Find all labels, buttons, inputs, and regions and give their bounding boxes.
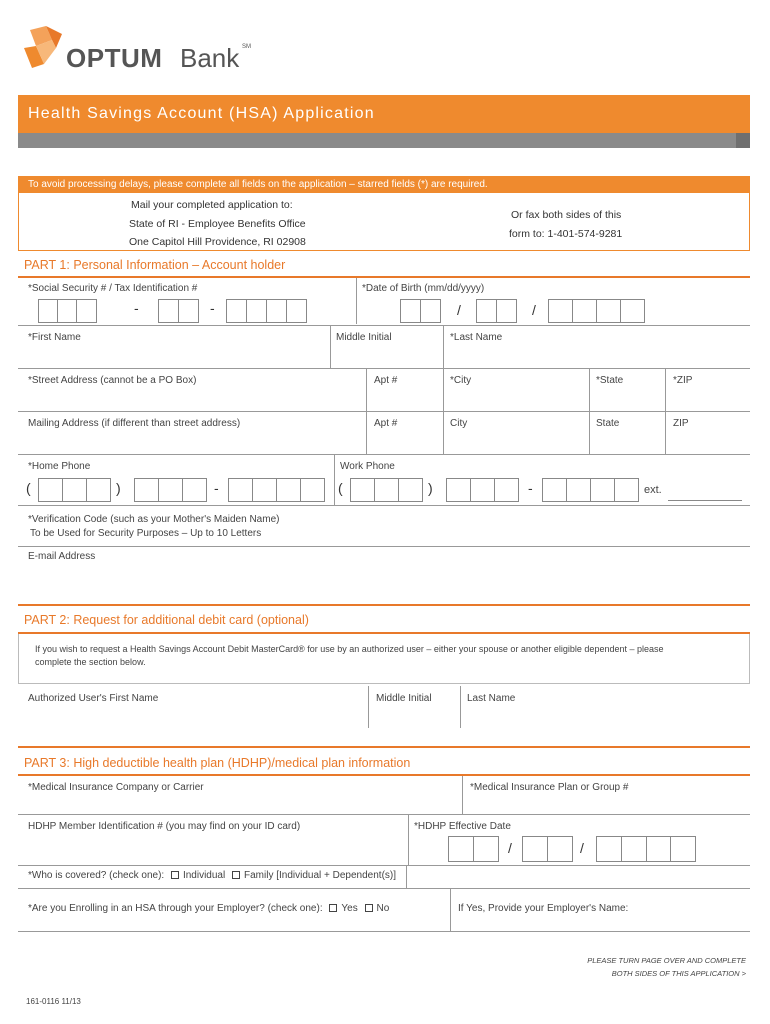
home-line-1[interactable] [228, 478, 253, 502]
first-name-label: *First Name [28, 332, 81, 343]
home-area-2[interactable] [62, 478, 87, 502]
part2-heading: PART 2: Request for additional debit card (optional) [24, 613, 309, 627]
carrier-label: *Medical Insurance Company or Carrier [28, 782, 204, 793]
last-name-field[interactable] [444, 326, 750, 368]
part1-rule [18, 276, 750, 278]
ext-field[interactable] [668, 480, 742, 501]
eff-year-3[interactable] [646, 836, 672, 862]
home-pre-1[interactable] [134, 478, 159, 502]
part3-heading: PART 3: High deductible health plan (HDHP)/medical plan information [24, 756, 411, 770]
home-phone-label: *Home Phone [28, 461, 91, 472]
work-line-1[interactable] [542, 478, 567, 502]
fax-line-2: form to: 1-401-574-9281 [509, 228, 623, 240]
logo-optum-text: OPTUM [66, 43, 163, 73]
verification-label-1: *Verification Code (such as your Mother's Maiden Name) [28, 514, 280, 525]
work-area-2[interactable] [374, 478, 399, 502]
divider [443, 369, 444, 411]
dob-year-1[interactable] [548, 299, 573, 323]
eff-year-4[interactable] [670, 836, 696, 862]
email-field[interactable] [18, 547, 750, 587]
work-area-1[interactable] [350, 478, 375, 502]
mailing-apt-label: Apt # [374, 418, 398, 429]
work-pre-2[interactable] [470, 478, 495, 502]
ssn-input[interactable] [38, 299, 306, 323]
part2-desc-line-2: complete the section below. [35, 657, 146, 667]
eff-month-2[interactable] [473, 836, 499, 862]
mail-line-2: State of RI - Employee Benefits Office [129, 218, 306, 230]
dob-month-2[interactable] [420, 299, 441, 323]
mail-fax-box [18, 193, 750, 251]
dob-year-2[interactable] [572, 299, 597, 323]
ssn-digit-4[interactable] [158, 299, 179, 323]
last-name-label: *Last Name [450, 332, 503, 343]
work-pre-3[interactable] [494, 478, 519, 502]
auth-last-name-label: Last Name [467, 693, 516, 704]
city-label: *City [450, 375, 472, 386]
ext-label: ext. [644, 484, 662, 496]
work-lparen: ( [338, 480, 343, 496]
eff-slash-1: / [508, 840, 512, 856]
dob-slash-2: / [532, 302, 536, 318]
divider [18, 931, 750, 932]
part1-heading: PART 1: Personal Information – Account holder [24, 258, 286, 272]
ssn-digit-6[interactable] [226, 299, 247, 323]
notice-bar [18, 176, 750, 193]
work-line-2[interactable] [566, 478, 591, 502]
family-label: Family [Individual + Dependent(s)] [244, 870, 397, 881]
mailing-city-label: City [450, 418, 468, 429]
middle-initial-label: Middle Initial [336, 332, 392, 343]
work-line-4[interactable] [614, 478, 639, 502]
mailing-address-label: Mailing Address (if different than street address) [28, 418, 241, 429]
notice-text: To avoid processing delays, please complete all fields on the application – starred fields (*) are required. [28, 179, 488, 190]
eff-year-2[interactable] [621, 836, 647, 862]
eff-slash-2: / [580, 840, 584, 856]
work-line-3[interactable] [590, 478, 615, 502]
optum-bank-logo [22, 22, 252, 77]
home-pre-3[interactable] [182, 478, 207, 502]
middle-initial-field[interactable] [331, 326, 443, 368]
home-area-1[interactable] [38, 478, 63, 502]
dob-year-3[interactable] [596, 299, 621, 323]
verification-code-field[interactable] [18, 506, 750, 546]
divider [406, 866, 407, 888]
ssn-digit-8[interactable] [266, 299, 287, 323]
ssn-digit-9[interactable] [286, 299, 307, 323]
yes-checkbox[interactable] [329, 904, 337, 912]
work-dash: - [528, 480, 533, 496]
mail-line-3: One Capitol Hill Providence, RI 02908 [129, 236, 306, 248]
divider [589, 412, 590, 454]
ssn-digit-5[interactable] [178, 299, 199, 323]
mail-line-1: Mail your completed application to: [131, 199, 293, 211]
divider [334, 455, 335, 505]
first-name-field[interactable] [18, 326, 330, 368]
effective-date-label: *HDHP Effective Date [414, 821, 511, 832]
ssn-digit-1[interactable] [38, 299, 58, 323]
dob-year-4[interactable] [620, 299, 645, 323]
logo-sm-mark: SM [242, 44, 251, 50]
divider [589, 369, 590, 411]
home-area-3[interactable] [86, 478, 111, 502]
dob-day-1[interactable] [476, 299, 497, 323]
auth-first-name-label: Authorized User's First Name [28, 693, 159, 704]
work-rparen: ) [428, 480, 433, 496]
part3-top-rule [18, 746, 750, 748]
work-phone-label: Work Phone [340, 461, 395, 472]
effective-date-input[interactable] [448, 836, 696, 862]
home-rparen: ) [116, 480, 121, 496]
eff-day-2[interactable] [547, 836, 573, 862]
ssn-label: *Social Security # / Tax Identification # [28, 283, 198, 294]
ssn-dash-2: - [210, 300, 215, 316]
ssn-dash-1: - [134, 300, 139, 316]
covered-question: *Who is covered? (check one): [28, 870, 165, 881]
mailing-state-label: State [596, 418, 620, 429]
street-address-label: *Street Address (cannot be a PO Box) [28, 375, 197, 386]
divider [366, 369, 367, 411]
work-area-3[interactable] [398, 478, 423, 502]
turn-page-line-2: BOTH SIDES OF THIS APPLICATION > [611, 969, 746, 978]
employer-name-label: If Yes, Provide your Employer's Name: [458, 903, 629, 914]
yes-label: Yes [341, 903, 358, 914]
dob-month-1[interactable] [400, 299, 421, 323]
eff-day-1[interactable] [522, 836, 548, 862]
logo-bank-text: Bank [180, 43, 240, 73]
turn-page-line-1: PLEASE TURN PAGE OVER AND COMPLETE [587, 956, 746, 965]
ssn-digit-2[interactable] [57, 299, 77, 323]
home-phone-input[interactable] [26, 478, 326, 502]
fax-line-1: Or fax both sides of this [511, 209, 622, 221]
employer-question: *Are you Enrolling in an HSA through your Employer? (check one): [28, 903, 323, 914]
dob-input[interactable] [400, 299, 645, 323]
divider [356, 278, 357, 324]
individual-label: Individual [182, 870, 226, 881]
divider [18, 865, 750, 866]
home-pre-2[interactable] [158, 478, 183, 502]
divider [366, 412, 367, 454]
part2-top-rule [18, 604, 750, 606]
auth-middle-initial-label: Middle Initial [376, 693, 432, 704]
work-pre-1[interactable] [446, 478, 471, 502]
eff-year-1[interactable] [596, 836, 622, 862]
home-line-2[interactable] [252, 478, 277, 502]
member-id-label: HDHP Member Identification # (you may find on your ID card) [28, 821, 301, 832]
title-sidebar [736, 133, 750, 148]
covered-row [28, 870, 396, 881]
title-underbar [18, 133, 750, 148]
dob-label: *Date of Birth (mm/dd/yyyy) [362, 283, 485, 294]
optum-logo-mark-icon [22, 24, 66, 74]
no-checkbox[interactable] [365, 904, 373, 912]
verification-label-2: To be Used for Security Purposes – Up to 10 Letters [30, 528, 262, 539]
home-line-3[interactable] [276, 478, 301, 502]
home-line-4[interactable] [300, 478, 325, 502]
individual-checkbox[interactable] [171, 871, 179, 879]
title-bar [18, 95, 750, 133]
divider [665, 412, 666, 454]
email-label: E-mail Address [28, 551, 96, 562]
home-lparen: ( [26, 480, 31, 496]
divider [408, 815, 409, 865]
eff-month-1[interactable] [448, 836, 474, 862]
part2-description-box [18, 634, 750, 684]
home-dash: - [214, 480, 219, 496]
apt-label: Apt # [374, 375, 398, 386]
ssn-digit-3[interactable] [76, 299, 97, 323]
zip-label: *ZIP [673, 375, 693, 386]
page-title: Health Savings Account (HSA) Application [28, 105, 375, 122]
divider [18, 454, 750, 455]
ssn-digit-7[interactable] [246, 299, 267, 323]
family-checkbox[interactable] [232, 871, 240, 879]
no-label: No [376, 903, 390, 914]
dob-day-2[interactable] [496, 299, 517, 323]
dob-slash-1: / [457, 302, 461, 318]
form-number: 161-0116 11/13 [26, 997, 81, 1006]
mailing-zip-label: ZIP [673, 418, 689, 429]
part2-desc-line-1: If you wish to request a Health Savings Account Debit MasterCard® for use by an authorized user – either your spouse or another eligible dependent – please [35, 644, 664, 654]
work-phone-input[interactable] [338, 478, 668, 502]
divider [443, 412, 444, 454]
state-label: *State [596, 375, 624, 386]
divider [665, 369, 666, 411]
employer-row [28, 903, 389, 914]
group-number-label: *Medical Insurance Plan or Group # [470, 782, 629, 793]
